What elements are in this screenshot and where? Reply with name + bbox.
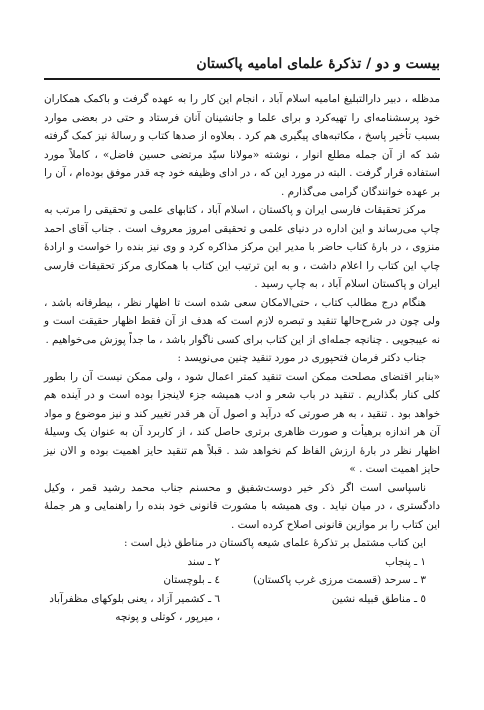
regions-list bbox=[44, 553, 440, 627]
paragraph-impartiality: هنگام درج مطالب کتاب ، حتی‌الامکان سعی شده است تا اظهار نظر ، بیطرفانه باشد ، ولی چون در شرح‌حالها تنقید و تبصره لازم است که هدف از آن فقط اظهار حقیقت است و نه عیبجویی . چنانچه جمله‌ای از این کتاب برای کسی ناگوار باشد ، ما جداً پوزش می‌خواهیم . bbox=[44, 296, 440, 346]
list-item: ٤ ـ بلوچستان bbox=[163, 574, 220, 586]
paragraph-research-center: مرکز تحقیقات فارسی ایران و پاکستان ، اسلام آباد ، کتابهای علمی و تحقیقی را مرتب به چاپ می‌رساند و این اداره در دنیای علمی و تحقیقی امروز معروف است . جناب آقای احمد منزوی ، در بارهٔ کتاب حاضر با مدیر این مرکز مذاکره کرد و وی نیز بنده را خواست و ارادهٔ چاپ این کتاب را اعلام داشت ، و به این ترتیب این کتاب با همکاری مرکز تحقیقات فارسی ایران و پاکستان اسلام آباد ، به چاپ رسید . bbox=[44, 204, 440, 290]
list-item: ١ ـ پنجاب bbox=[385, 555, 426, 568]
list-item: ٢ ـ سند bbox=[187, 555, 220, 568]
running-header bbox=[44, 56, 440, 80]
paragraph-regions-intro: این کتاب مشتمل بر تذکرهٔ علمای شیعه پاکستان در مناطق ذیل است : bbox=[123, 537, 426, 549]
paragraph-quote-intro: جناب دکتر فرمان فتحپوری در مورد تنقید چنین می‌نویسد : bbox=[177, 352, 426, 364]
list-item: ٣ ـ سرحد (قسمت مرزی غرب پاکستان) bbox=[253, 574, 426, 586]
body-text bbox=[44, 90, 440, 553]
list-item: ٥ ـ مناطق قبیله نشین bbox=[331, 592, 426, 605]
running-title: بیست و دو / تذکرهٔ علمای امامیه پاکستان bbox=[196, 56, 440, 72]
paragraph-intro-continuation: مدظله ، دبیر دارالتبلیغ امامیه اسلام آباد ، انجام این کار را به عهده گرفت و باکمک همکاران خود پرسشنامه‌ای را تهیه‌کرد و برای علما و جانشینان آنان فرستاد و حتی در بعضی موارد بسبب تأخیر پاسخ ، مکاتبه‌های پیگیری هم کرد . بعلاوه از صدها کتاب و رسالهٔ نیز کمک گرفته شد که از آن جمله مطلع انوار ، نوشته «مولانا سیّد مرتضی حسین فاضل» ، کاملاً مورد استفاده قرار گرفت . البته در مورد این که ، در ادای وظیفه خود چه قدر موفق بوده‌ام ، آن را بر عهده خوانندگان گرامی می‌گذارم . bbox=[44, 93, 440, 198]
paragraph-acknowledgement: ناسپاسی است اگر ذکر خیر دوست‌شفیق و محسنم جناب محمد رشید قمر ، وکیل دادگستری ، در میان نیاید . وی همیشه با مشورت قانونی خود بنده را راهنمایی و هر جملهٔ این کتاب را بر موازین قانونی اصلاح کرده است . bbox=[44, 481, 440, 531]
list-item: ٦ ـ کشمیر آزاد ، یعنی بلوکهای مظفرآباد ، میرپور ، کوتلی و پونچه bbox=[49, 592, 220, 623]
paragraph-quote: «بنابر اقتضای مصلحت ممکن است تنقید کمتر اعمال شود ، ولی ممکن نیست آن را بطور کلی کنار بگذاریم . تنقید در باب شعر و ادب همیشه جزء لاینجزا بوده است و در آینده هم خواهد بود . تنقید ، به هر صورتی که درآید و اصول آن هر قدر تغییر کند و نیز موضوع و مواد آن هر اندازه برهیأت و صورت ظاهری برتری حاصل کند ، از کاربرد آن به عنوان یک وسیلهٔ اظهار نظر در بارهٔ ارزش الفاظ کم نخواهد شد . قبلاً هم تنقید حایز اهمیت بوده و الان نیز حایز اهمیت است . » bbox=[44, 370, 440, 475]
